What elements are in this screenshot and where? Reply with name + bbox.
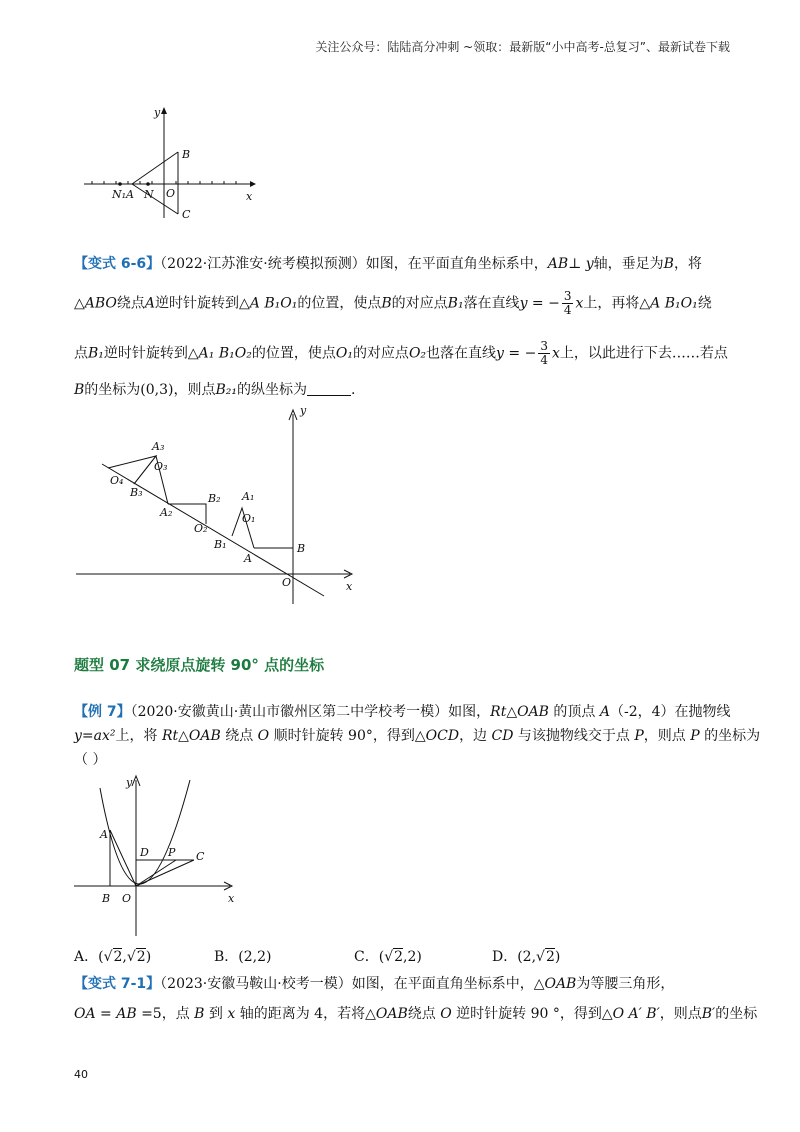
fig3-label-p: P: [168, 846, 176, 859]
math: B₁: [88, 345, 104, 362]
text: ，则点: [643, 728, 691, 744]
math: B₁: [447, 295, 464, 312]
math: x: [227, 1006, 236, 1022]
fig3-label-b: B: [102, 892, 111, 905]
text: =5，点: [136, 1006, 195, 1022]
fraction-3-4-second: [538, 340, 550, 367]
math: AB⊥ y: [547, 256, 594, 272]
fig3-label-y: y: [126, 776, 133, 789]
text: 的坐标: [715, 1006, 758, 1022]
math: △O A′ B′: [601, 1006, 660, 1022]
problem-6-6-line4: [74, 380, 734, 400]
option-d-label: D．(2,: [492, 949, 537, 965]
option-c-label: C．(: [354, 949, 385, 965]
math: x: [551, 345, 560, 362]
figure-3: [70, 772, 250, 940]
problem-7-1-source: （2023·安徽马鞍山·校考一模）: [160, 976, 352, 992]
text: 的位置，使点: [251, 345, 336, 362]
fig1-label-c: C: [182, 208, 191, 221]
numerator: 3: [540, 339, 548, 353]
fig3-label-x: x: [228, 892, 235, 905]
text: 的顶点: [548, 704, 600, 720]
radicand: 2: [545, 949, 555, 965]
fig2-label-o4: O₄: [110, 474, 124, 487]
math: y = −: [519, 295, 560, 312]
text: 绕: [697, 295, 712, 312]
text: ，则点: [659, 1006, 702, 1022]
math: y = −: [496, 345, 537, 362]
fig2-label-b2: B₂: [208, 492, 221, 505]
radicand: 2: [136, 949, 146, 965]
fraction-3-4: [562, 290, 574, 317]
text: 到: [204, 1006, 228, 1022]
math: Rt△OAB: [161, 728, 221, 744]
fig2-label-b1: B₁: [214, 538, 227, 551]
fig2-label-o3: O₃: [154, 460, 168, 473]
math: △ABO: [74, 295, 117, 312]
fig2-label-o2: O₂: [194, 522, 208, 535]
fig1-ab-segment: [132, 152, 178, 184]
text: 轴，垂足为: [593, 256, 664, 272]
option-b[interactable]: B．(2,2): [214, 949, 272, 965]
math: O: [257, 728, 270, 744]
math: △A B₁O₁: [239, 295, 298, 312]
fig2-label-b3: B₃: [130, 486, 143, 499]
fig2-label-a: A: [244, 552, 252, 565]
option-a-label: A．(: [74, 949, 104, 965]
text: 绕点: [220, 728, 258, 744]
text: 上，再将: [583, 295, 640, 312]
text: ，边: [459, 728, 492, 744]
fig2-label-o1: O₁: [242, 512, 256, 525]
text: 如图，: [448, 704, 491, 720]
text: 逆时针旋转到: [155, 295, 240, 312]
math: A: [599, 704, 610, 720]
text: 的纵坐标为: [237, 382, 308, 398]
text: ，则点: [173, 382, 216, 398]
math: O₂: [408, 345, 427, 362]
fig2-label-a3: A₃: [152, 440, 165, 453]
section-title: 题型 07 求绕原点旋转 90° 点的坐标: [74, 656, 325, 674]
math: B₂₁: [215, 382, 238, 398]
text: .: [351, 382, 356, 398]
math: △A₁ B₁O₂: [187, 345, 252, 362]
text: 的位置，使点: [297, 295, 382, 312]
text: ): [554, 949, 561, 965]
math: y=ax²: [74, 728, 116, 744]
example-7-tag: 【例 7】: [74, 704, 131, 720]
text: 也落在直线: [426, 345, 497, 362]
math: B′: [701, 1006, 716, 1022]
math: x: [575, 295, 584, 312]
option-d[interactable]: D．(2,√2): [492, 949, 561, 965]
fig1-x-arrow: [250, 181, 256, 187]
radicand: 2: [113, 949, 123, 965]
math: O₁: [335, 345, 353, 362]
example-7-line2: [74, 726, 761, 746]
option-a[interactable]: A．(√2,√2): [74, 949, 152, 965]
math: B: [381, 295, 392, 312]
fig3-parabola: [100, 780, 190, 884]
text: ,2): [403, 949, 422, 965]
math: △OAB: [365, 1006, 408, 1022]
fig2-label-a2: A₂: [160, 506, 173, 519]
text: 如图，在平面直角坐标系中，: [351, 976, 534, 992]
math: △A B₁O₁: [639, 295, 698, 312]
text: ，将: [673, 256, 702, 272]
fig1-label-o: O: [166, 187, 176, 200]
fig3-label-d: D: [140, 846, 149, 859]
option-c[interactable]: C．(√2,2): [354, 949, 422, 965]
text: 逆时针旋转 90 °，得到: [451, 1006, 602, 1022]
math: B: [74, 382, 85, 398]
fig2-label-a1: A₁: [242, 490, 255, 503]
answer-blank[interactable]: [307, 381, 351, 396]
example-7-line3: （ ）: [74, 752, 107, 768]
text: 落在直线: [463, 295, 520, 312]
fig3-oa-segment: [110, 830, 136, 886]
text: 逆时针旋转到: [103, 345, 188, 362]
math: CD: [491, 728, 514, 744]
text: 与该抛物线交于点: [513, 728, 635, 744]
fig1-label-x: x: [246, 190, 253, 203]
text: 轴的距离为 4，若将: [235, 1006, 366, 1022]
text: 上，以此进行下去……若点: [559, 345, 728, 362]
text: 的坐标为: [84, 382, 141, 398]
problem-6-6-source: （2022·江苏淮安·统考模拟预测）: [160, 256, 366, 272]
problem-6-6-line2: [74, 290, 734, 317]
problem-7-1-line2: [74, 1004, 758, 1024]
text: 的对应点: [391, 295, 448, 312]
text: 上，将: [115, 728, 162, 744]
text: ): [145, 949, 152, 965]
text: 绕点: [116, 295, 145, 312]
math: A: [144, 295, 156, 312]
example-7-line1: [74, 702, 734, 722]
text: （-2，4）在抛物线: [610, 704, 731, 720]
text: 点: [74, 345, 88, 362]
page-number: 40: [74, 1068, 88, 1081]
math: P: [690, 728, 700, 744]
math: OCD: [425, 728, 460, 744]
text: 为等腰三角形，: [576, 976, 675, 992]
fig3-label-a: A: [100, 828, 108, 841]
fig1-label-n: N: [144, 188, 154, 201]
text: 的坐标为: [699, 728, 761, 744]
fig2-label-x: x: [346, 580, 353, 593]
math: Rt△OAB: [490, 704, 549, 720]
fig3-label-c: C: [196, 850, 205, 863]
fig1-label-b: B: [182, 148, 191, 161]
fig1-point-n1: [118, 182, 122, 186]
text: 如图，在平面直角坐标系中，: [365, 256, 548, 272]
fig1-label-n1a: N₁A: [112, 188, 134, 201]
fig2-label-b: B: [297, 542, 306, 555]
fig3-oc-segment: [136, 860, 194, 886]
problem-6-6-line3: [74, 340, 734, 367]
fig1-point-n: [146, 182, 150, 186]
math: B: [663, 256, 674, 272]
numerator: 3: [563, 289, 572, 303]
math: P: [634, 728, 644, 744]
text: ,: [122, 949, 127, 965]
problem-7-1-tag: 【变式 7-1】: [74, 976, 161, 992]
fig1-y-arrow: [161, 107, 167, 114]
fig1-label-y: y: [154, 106, 161, 119]
problem-7-1-line1: [74, 974, 734, 994]
problem-6-6-tag: 【变式 6-6】: [74, 256, 161, 272]
fig3-label-o: O: [122, 892, 132, 905]
fig2-label-o: O: [282, 576, 292, 589]
denominator: 4: [540, 353, 548, 367]
math: O: [440, 1006, 452, 1022]
text: 顺时针旋转 90°，得到△: [269, 728, 426, 744]
fig3-op-segment: [136, 860, 176, 886]
text: 的对应点: [352, 345, 409, 362]
page-header: 关注公众号：陆陆高分冲刺 ~领取：最新版“小中高考-总复习”、最新试卷下载: [315, 40, 730, 54]
denominator: 4: [563, 303, 572, 317]
fig2-label-y: y: [300, 404, 307, 417]
example-7-source: （2020·安徽黄山·黄山市徽州区第二中学校考一模）: [130, 704, 449, 720]
figure-1: [70, 100, 270, 230]
text: 绕点: [407, 1006, 441, 1022]
math: (0,3): [140, 382, 174, 398]
math: B: [194, 1006, 205, 1022]
figure-2: [74, 400, 364, 610]
radicand: 2: [394, 949, 404, 965]
math: △OAB: [533, 976, 577, 992]
math: OA = AB: [74, 1006, 137, 1022]
problem-6-6-line1: [74, 254, 734, 274]
